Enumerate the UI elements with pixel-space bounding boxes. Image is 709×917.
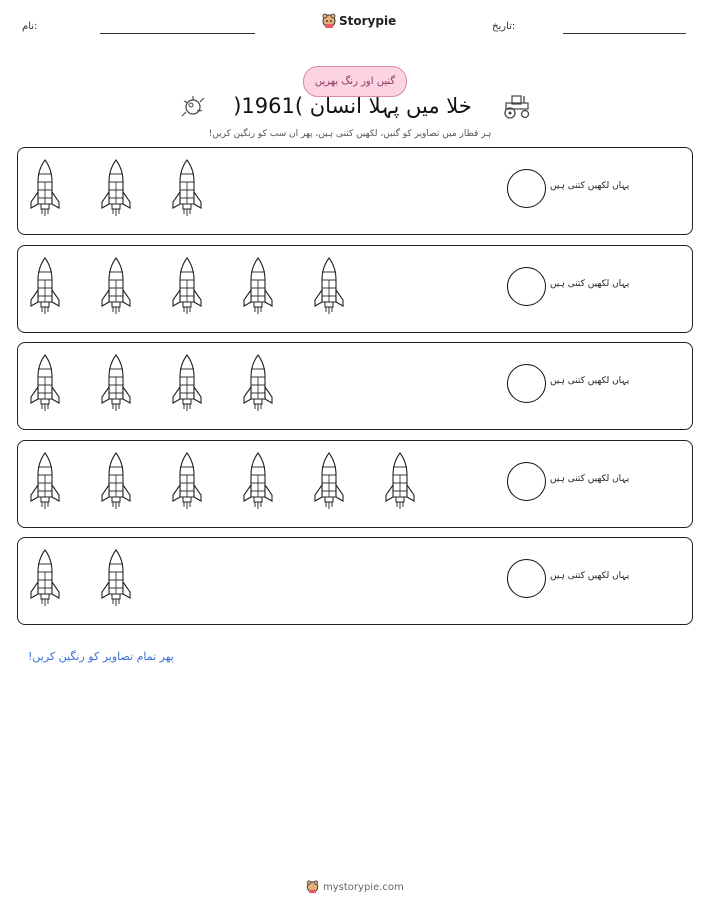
counting-row bbox=[17, 342, 693, 430]
rocket-icon bbox=[241, 256, 275, 316]
mascot-icon bbox=[322, 13, 336, 29]
brand-name: Storypie bbox=[339, 14, 397, 28]
answer-circle[interactable] bbox=[507, 364, 546, 403]
name-label: نام: bbox=[22, 21, 38, 32]
counting-row bbox=[17, 440, 693, 528]
rocket-icon bbox=[28, 353, 62, 413]
tractor-icon bbox=[502, 92, 532, 120]
answer-label: یہاں لکھیں کتنی ہیں bbox=[550, 278, 630, 289]
rocket-icon bbox=[241, 353, 275, 413]
satellite-icon bbox=[180, 94, 206, 120]
answer-circle[interactable] bbox=[507, 559, 546, 598]
counting-row bbox=[17, 147, 693, 235]
answer-label: یہاں لکھیں کتنی ہیں bbox=[550, 571, 630, 581]
rocket-icon bbox=[99, 158, 133, 218]
rocket-icon bbox=[99, 548, 133, 608]
activity-tag: گنیں اور رنگ بھریں bbox=[303, 66, 407, 97]
answer-label: یہاں لکھیں کتنی ہیں bbox=[550, 181, 630, 191]
rocket-icon bbox=[28, 548, 62, 608]
answer-circle[interactable] bbox=[507, 267, 546, 306]
rocket-icon bbox=[170, 256, 204, 316]
rocket-icon bbox=[28, 158, 62, 218]
mascot-icon bbox=[306, 880, 319, 894]
answer-circle[interactable] bbox=[507, 169, 546, 208]
brand-logo bbox=[322, 13, 396, 29]
page-title: خلا میں پہلا انسان )1961( bbox=[233, 94, 472, 118]
rocket-icon bbox=[170, 451, 204, 511]
rocket-icon bbox=[383, 451, 417, 511]
rocket-icon bbox=[312, 256, 346, 316]
rocket-icon bbox=[28, 256, 62, 316]
rocket-icon bbox=[170, 353, 204, 413]
answer-label: یہاں لکھیں کتنی ہیں bbox=[550, 473, 630, 484]
name-line[interactable] bbox=[100, 33, 255, 34]
rocket-icon bbox=[99, 451, 133, 511]
instructions: ہر قطار میں تصاویر کو گنیں، لکھیں کتنی ہیں، پھر ان سب کو رنگین کریں! bbox=[208, 129, 492, 139]
date-label: تاریخ: bbox=[492, 21, 516, 32]
closing-note: پھر تمام تصاویر کو رنگین کریں! bbox=[28, 650, 174, 663]
rocket-icon bbox=[28, 451, 62, 511]
rocket-icon bbox=[312, 451, 346, 511]
rocket-icon bbox=[241, 451, 275, 511]
rocket-icon bbox=[99, 256, 133, 316]
rocket-icon bbox=[170, 158, 204, 218]
answer-circle[interactable] bbox=[507, 462, 546, 501]
site-url: mystorypie.com bbox=[323, 881, 404, 893]
answer-label: یہاں لکھیں کتنی ہیں bbox=[550, 376, 630, 386]
site-footer bbox=[306, 880, 404, 894]
rocket-icon bbox=[99, 353, 133, 413]
date-line[interactable] bbox=[563, 33, 686, 34]
counting-row bbox=[17, 537, 693, 625]
counting-row bbox=[17, 245, 693, 333]
